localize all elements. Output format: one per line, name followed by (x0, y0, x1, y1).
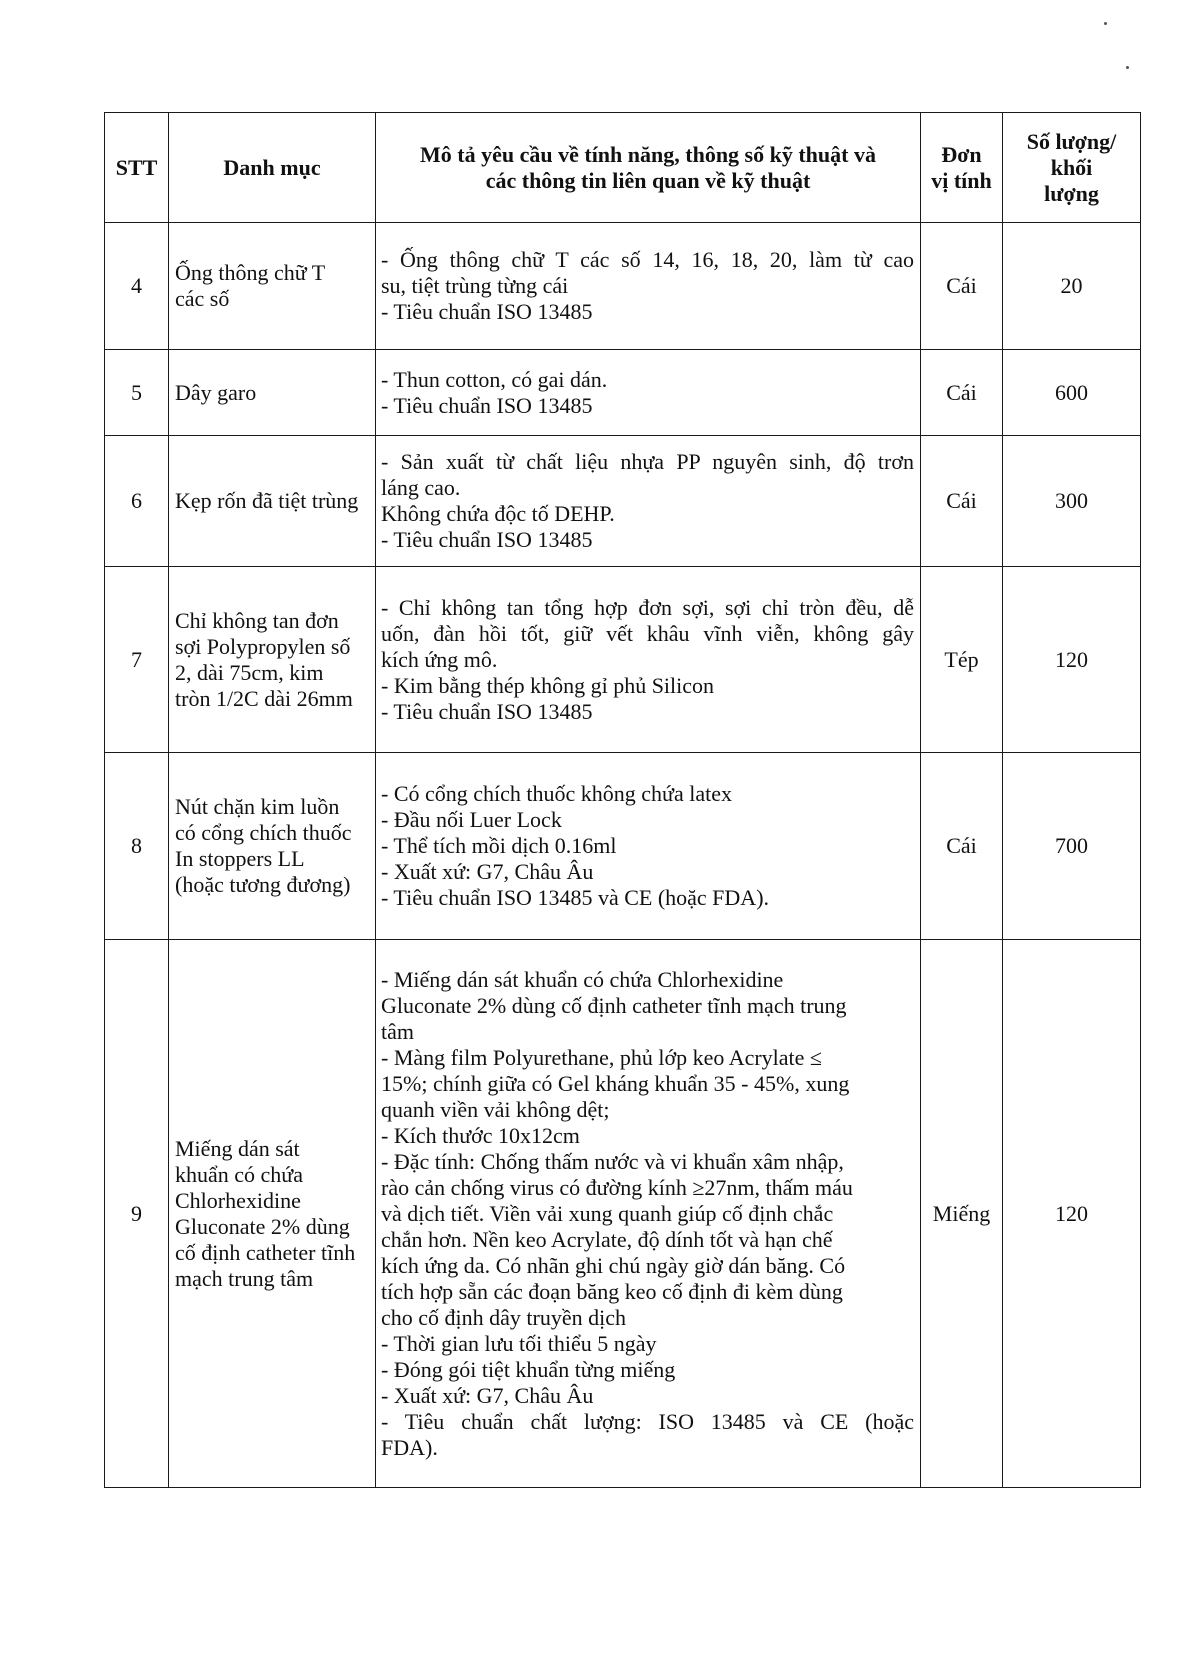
row-quantity: 20 (1003, 223, 1141, 350)
header-stt: STT (105, 113, 169, 223)
row-stt: 7 (105, 567, 169, 753)
row-unit: Cái (921, 223, 1003, 350)
row-description: - Sản xuất từ chất liệu nhựa PP nguyên sinh, độ trơn láng cao. Không chứa độc tố DEHP. - Tiêu chuẩn ISO 13485 (376, 436, 921, 567)
table-row (105, 350, 1141, 436)
row-category: Kẹp rốn đã tiệt trùng (169, 436, 376, 567)
row-unit: Miếng (921, 940, 1003, 1488)
row-unit: Cái (921, 350, 1003, 436)
row-quantity: 120 (1003, 940, 1141, 1488)
row-description: - Miếng dán sát khuẩn có chứa Chlorhexidine Gluconate 2% dùng cố định catheter tĩnh mạch trung tâm - Màng film Polyurethane, phủ lớp keo Acrylate ≤ 15%; chính giữa có Gel kháng khuẩn 35 - 45%, xung quanh viền vải không dệt; - Kích thước 10x12cm - Đặc tính: Chống thấm nước và vi khuẩn xâm nhập, rào cản chống virus có đường kính ≥27nm, thấm máu và dịch tiết. Viền vải xung quanh giúp cố định chắc chắn hơn. Nền keo Acrylate, độ dính tốt và hạn chế kích ứng da. Có nhãn ghi chú ngày giờ dán băng. Có tích hợp sẵn các đoạn băng keo cố định đi kèm dùng cho cố định dây truyền dịch - Thời gian lưu tối thiểu 5 ngày - Đóng gói tiệt khuẩn từng miếng - Xuất xứ: G7, Châu Âu - Tiêu chuẩn chất lượng: ISO 13485 và CE (hoặc FDA). (376, 940, 921, 1488)
row-stt: 9 (105, 940, 169, 1488)
row-unit: Tép (921, 567, 1003, 753)
header-quantity: Số lượng/ khối lượng (1003, 113, 1141, 223)
row-quantity: 600 (1003, 350, 1141, 436)
row-stt: 4 (105, 223, 169, 350)
header-row (105, 113, 1141, 223)
row-description: - Ống thông chữ T các số 14, 16, 18, 20, làm từ cao su, tiệt trùng từng cái - Tiêu chuẩn ISO 13485 (376, 223, 921, 350)
table-row (105, 223, 1141, 350)
table-row (105, 753, 1141, 940)
row-unit: Cái (921, 753, 1003, 940)
row-description: - Chỉ không tan tổng hợp đơn sợi, sợi chỉ tròn đều, dễ uốn, đàn hồi tốt, giữ vết khâu vĩnh viễn, không gây kích ứng mô. - Kim bằng thép không gỉ phủ Silicon - Tiêu chuẩn ISO 13485 (376, 567, 921, 753)
row-category: Ống thông chữ T các số (169, 223, 376, 350)
row-category: Chỉ không tan đơn sợi Polypropylen số 2, dài 75cm, kim tròn 1/2C dài 26mm (169, 567, 376, 753)
row-category: Miếng dán sát khuẩn có chứa Chlorhexidine Gluconate 2% dùng cố định catheter tĩnh mạch trung tâm (169, 940, 376, 1488)
header-unit: Đơn vị tính (921, 113, 1003, 223)
row-stt: 6 (105, 436, 169, 567)
row-description: - Thun cotton, có gai dán. - Tiêu chuẩn ISO 13485 (376, 350, 921, 436)
scan-speck (1104, 22, 1107, 25)
row-category: Dây garo (169, 350, 376, 436)
scan-speck (1126, 66, 1129, 69)
row-quantity: 120 (1003, 567, 1141, 753)
row-quantity: 300 (1003, 436, 1141, 567)
row-description: - Có cổng chích thuốc không chứa latex - Đầu nối Luer Lock - Thể tích mồi dịch 0.16ml - Xuất xứ: G7, Châu Âu - Tiêu chuẩn ISO 13485 và CE (hoặc FDA). (376, 753, 921, 940)
row-quantity: 700 (1003, 753, 1141, 940)
table-row (105, 436, 1141, 567)
table-row (105, 940, 1141, 1488)
row-unit: Cái (921, 436, 1003, 567)
spec-table (104, 112, 1141, 1488)
row-stt: 5 (105, 350, 169, 436)
row-category: Nút chặn kim luồn có cổng chích thuốc In stoppers LL (hoặc tương đương) (169, 753, 376, 940)
table-row (105, 567, 1141, 753)
header-description: Mô tả yêu cầu về tính năng, thông số kỹ thuật và các thông tin liên quan về kỹ thuật (376, 113, 921, 223)
header-category: Danh mục (169, 113, 376, 223)
row-stt: 8 (105, 753, 169, 940)
